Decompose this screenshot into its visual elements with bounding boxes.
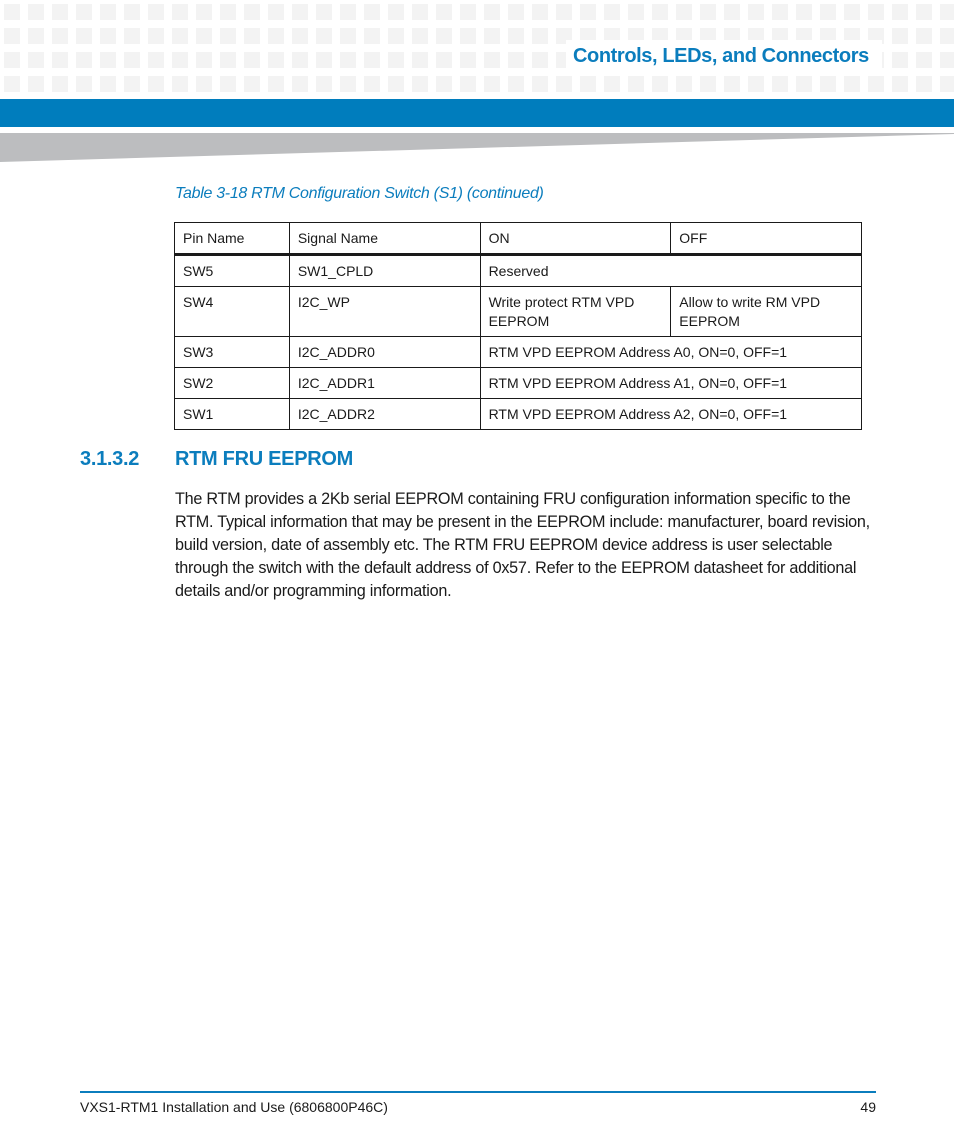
grid-square (700, 4, 716, 20)
grid-square (916, 4, 932, 20)
header-gray-wedge (0, 133, 954, 163)
grid-square (172, 28, 188, 44)
grid-square (124, 76, 140, 92)
grid-square (292, 28, 308, 44)
grid-square (52, 52, 68, 68)
grid-square (484, 28, 500, 44)
grid-square (244, 52, 260, 68)
configuration-switch-table (174, 222, 862, 430)
grid-square (244, 4, 260, 20)
grid-square (484, 52, 500, 68)
grid-square (484, 4, 500, 20)
column-header-off: OFF (671, 223, 862, 255)
grid-square (580, 4, 596, 20)
grid-square (916, 52, 932, 68)
grid-square (340, 4, 356, 20)
grid-square (508, 52, 524, 68)
grid-square (532, 52, 548, 68)
grid-square (700, 76, 716, 92)
grid-square (100, 76, 116, 92)
grid-square (124, 4, 140, 20)
grid-square (796, 76, 812, 92)
table-row (175, 255, 862, 287)
cell-on-off-merged: RTM VPD EEPROM Address A0, ON=0, OFF=1 (480, 337, 861, 368)
grid-square (100, 4, 116, 20)
grid-square (28, 76, 44, 92)
grid-square (220, 76, 236, 92)
grid-square (460, 76, 476, 92)
grid-square (268, 28, 284, 44)
grid-square (148, 4, 164, 20)
grid-square (172, 76, 188, 92)
cell-pin: SW2 (175, 368, 290, 399)
footer-page-number: 49 (860, 1099, 876, 1115)
grid-square (940, 4, 954, 20)
grid-square (556, 76, 572, 92)
section-body-paragraph: The RTM provides a 2Kb serial EEPROM containing FRU configuration information specific to the RTM. Typical information that may be present in the EEPROM include: manufacturer, board revision, build version, date of assembly etc. The RTM FRU EEPROM device address is user selectable through the switch with the default address of 0x57. Refer to the EEPROM datasheet for additional details and/or programming information. (175, 490, 870, 600)
grid-square (628, 76, 644, 92)
grid-square (652, 4, 668, 20)
grid-square (364, 28, 380, 44)
grid-square (124, 28, 140, 44)
grid-square (820, 76, 836, 92)
grid-square (148, 28, 164, 44)
grid-square (628, 4, 644, 20)
grid-square (4, 76, 20, 92)
grid-square (124, 52, 140, 68)
grid-square (220, 52, 236, 68)
cell-pin: SW4 (175, 287, 290, 337)
grid-square (892, 52, 908, 68)
grid-square (196, 4, 212, 20)
grid-square (148, 52, 164, 68)
grid-square (892, 76, 908, 92)
grid-square (580, 76, 596, 92)
grid-square (4, 52, 20, 68)
grid-square (556, 4, 572, 20)
grid-square (388, 76, 404, 92)
grid-square (340, 52, 356, 68)
grid-square (148, 76, 164, 92)
column-header-pin-name: Pin Name (175, 223, 290, 255)
grid-square (52, 76, 68, 92)
grid-square (652, 76, 668, 92)
grid-square (28, 52, 44, 68)
grid-square (220, 28, 236, 44)
table-caption: Table 3-18 RTM Configuration Switch (S1) (continued) (175, 185, 544, 202)
grid-square (940, 52, 954, 68)
grid-square (460, 4, 476, 20)
grid-square (244, 28, 260, 44)
grid-square (460, 28, 476, 44)
grid-square (868, 76, 884, 92)
grid-square (724, 76, 740, 92)
grid-square (76, 76, 92, 92)
grid-square (76, 28, 92, 44)
grid-square (76, 4, 92, 20)
column-header-on: ON (480, 223, 671, 255)
footer-document-title: VXS1-RTM1 Installation and Use (6806800P46C) (80, 1099, 388, 1115)
grid-square (412, 28, 428, 44)
grid-square (388, 52, 404, 68)
grid-square (100, 28, 116, 44)
grid-square (4, 4, 20, 20)
footer-divider (80, 1091, 876, 1093)
grid-square (220, 4, 236, 20)
grid-square (28, 28, 44, 44)
grid-square (388, 4, 404, 20)
grid-square (676, 4, 692, 20)
cell-signal: I2C_ADDR1 (289, 368, 480, 399)
table-row (175, 368, 862, 399)
grid-square (436, 76, 452, 92)
grid-square (316, 4, 332, 20)
grid-square (412, 76, 428, 92)
table-row (175, 399, 862, 430)
grid-square (532, 28, 548, 44)
grid-square (412, 4, 428, 20)
cell-on: Write protect RTM VPD EEPROM (480, 287, 671, 337)
cell-signal: SW1_CPLD (289, 255, 480, 287)
grid-square (748, 76, 764, 92)
grid-square (4, 28, 20, 44)
grid-square (340, 76, 356, 92)
grid-square (460, 52, 476, 68)
grid-square (196, 76, 212, 92)
grid-square (292, 4, 308, 20)
cell-pin: SW3 (175, 337, 290, 368)
grid-square (244, 76, 260, 92)
grid-square (436, 28, 452, 44)
grid-square (388, 28, 404, 44)
grid-square (508, 28, 524, 44)
table-row (175, 337, 862, 368)
grid-square (508, 4, 524, 20)
cell-pin: SW5 (175, 255, 290, 287)
grid-square (796, 4, 812, 20)
cell-on-off-merged: Reserved (480, 255, 861, 287)
cell-signal: I2C_ADDR2 (289, 399, 480, 430)
grid-square (484, 76, 500, 92)
table-row (175, 287, 862, 337)
grid-square (436, 52, 452, 68)
grid-square (916, 76, 932, 92)
grid-square (916, 28, 932, 44)
cell-signal: I2C_WP (289, 287, 480, 337)
grid-square (892, 4, 908, 20)
grid-square (940, 28, 954, 44)
grid-square (100, 52, 116, 68)
grid-square (172, 52, 188, 68)
cell-pin: SW1 (175, 399, 290, 430)
grid-square (52, 28, 68, 44)
grid-square (364, 76, 380, 92)
grid-square (268, 4, 284, 20)
grid-square (772, 76, 788, 92)
grid-square (412, 52, 428, 68)
grid-square (820, 4, 836, 20)
cell-off: Allow to write RM VPD EEPROM (671, 287, 862, 337)
grid-square (292, 76, 308, 92)
grid-square (532, 76, 548, 92)
grid-square (76, 52, 92, 68)
cell-on-off-merged: RTM VPD EEPROM Address A1, ON=0, OFF=1 (480, 368, 861, 399)
section-number: 3.1.3.2 (80, 448, 140, 470)
grid-square (268, 52, 284, 68)
grid-square (292, 52, 308, 68)
grid-square (196, 28, 212, 44)
section-title: RTM FRU EEPROM (175, 448, 354, 470)
grid-square (508, 76, 524, 92)
chapter-header (566, 40, 882, 72)
section-heading (80, 448, 353, 471)
header-blue-band (0, 99, 954, 127)
grid-square (28, 4, 44, 20)
grid-square (436, 4, 452, 20)
grid-square (364, 52, 380, 68)
grid-square (172, 4, 188, 20)
column-header-signal-name: Signal Name (289, 223, 480, 255)
grid-square (364, 4, 380, 20)
grid-square (748, 4, 764, 20)
cell-signal: I2C_ADDR0 (289, 337, 480, 368)
chapter-title: Controls, LEDs, and Connectors (573, 45, 869, 67)
grid-square (316, 76, 332, 92)
cell-on-off-merged: RTM VPD EEPROM Address A2, ON=0, OFF=1 (480, 399, 861, 430)
grid-square (892, 28, 908, 44)
grid-square (340, 28, 356, 44)
grid-square (604, 76, 620, 92)
grid-square (940, 76, 954, 92)
grid-square (724, 4, 740, 20)
table-header-row (175, 223, 862, 255)
grid-square (604, 4, 620, 20)
grid-square (532, 4, 548, 20)
grid-square (844, 76, 860, 92)
grid-square (196, 52, 212, 68)
grid-square (676, 76, 692, 92)
grid-square (772, 4, 788, 20)
grid-square (268, 76, 284, 92)
grid-square (844, 4, 860, 20)
grid-square (868, 4, 884, 20)
grid-square (52, 4, 68, 20)
grid-square (316, 52, 332, 68)
grid-square (316, 28, 332, 44)
